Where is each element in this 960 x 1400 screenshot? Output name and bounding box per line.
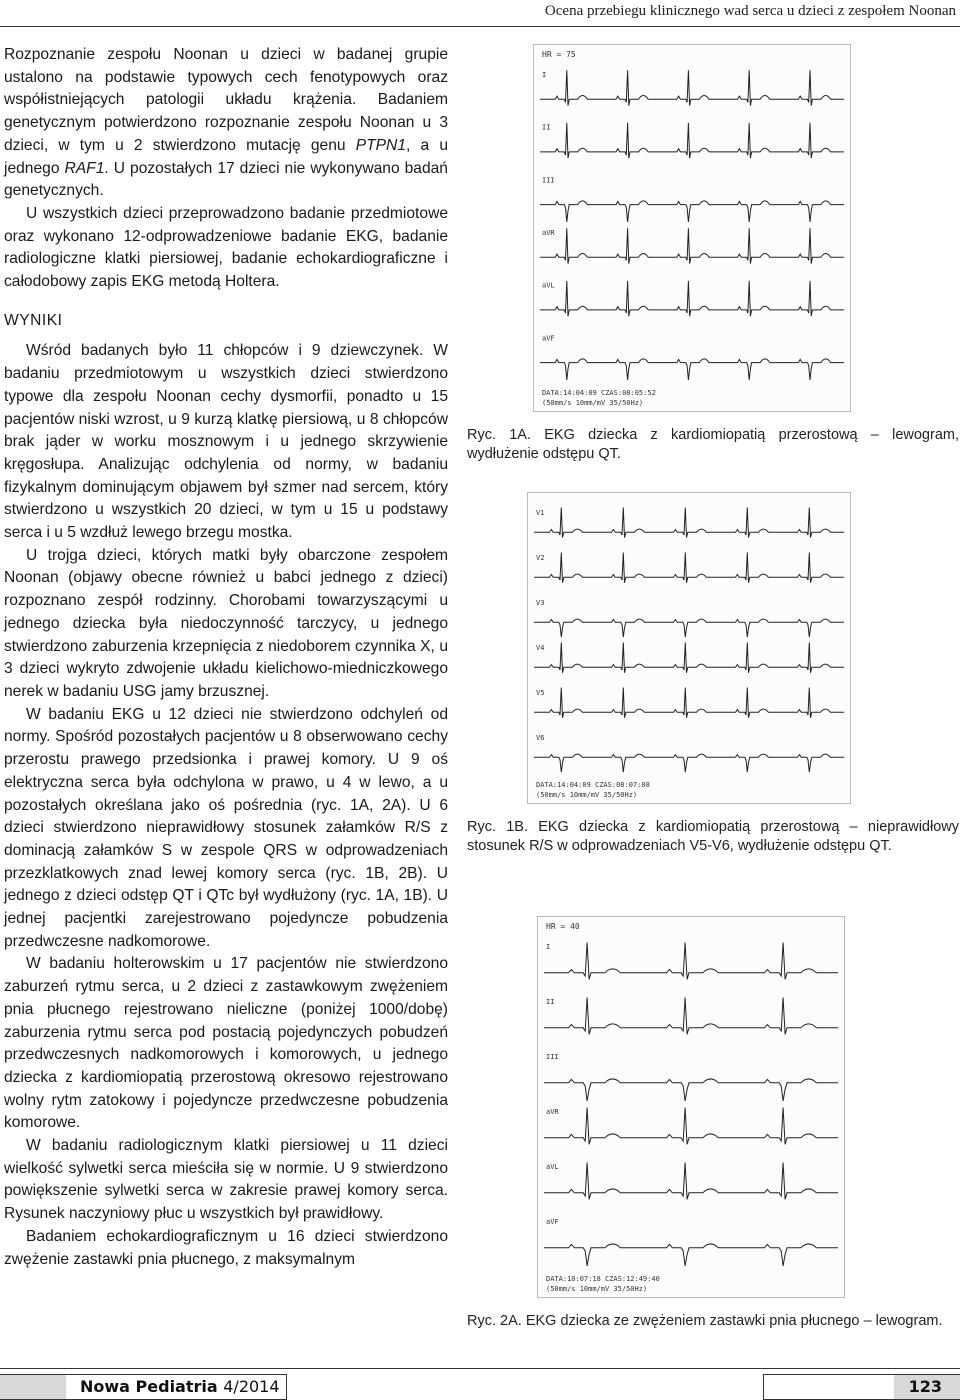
figure-1b [467, 492, 959, 856]
paragraph-results-xray: W badaniu radiologicznym klatki piersiowej u 11 dzieci wielkość sylwetki serca mieściła się w normie. U 9 stwierdzono powiększenie sylwetki serca w zakresie prawej komory serca. Rysunek naczyniowy płuc u wszystkich był prawidłowy. [4, 1137, 448, 1223]
paragraph-diagnosis: Rozpoznanie zespołu Noonan u dzieci w badanej grupie ustalono na podstawie typowych cech fenotypowych oraz współistniejących patologii układu krążenia. Badaniem genetycznym potwierdzono rozpoznanie zespołu Noonan u 3 dzieci, w tym u 2 stwierdzono mutację genu PTPN1, a u jednego RAF1. U pozostałych 17 dzieci nie wykonywano badań genetycznych. [4, 46, 449, 200]
ecg-trace-line [534, 688, 844, 718]
paragraph-methods: U wszystkich dzieci przeprowadzono badanie przedmiotowe oraz wykonano 12-odprowadzeniowe badanie EKG, badanie radiologiczne klatki piersiowej, badanie echokardiograficzne i całodobowy zapis EKG metodą Holtera. [4, 204, 448, 291]
gene-raf1: RAF1 [64, 159, 105, 177]
ecg-lead-label: V5 [536, 689, 545, 697]
ecg-trace-line [534, 508, 844, 538]
ecg-trace-line [540, 201, 844, 222]
ecg-image-2a [537, 916, 845, 1298]
ecg-lead-label: I [542, 71, 547, 79]
ecg-lead-label: V2 [536, 554, 545, 562]
journal-issue: 4/2014 [223, 1377, 280, 1396]
caption-1b: Ryc. 1B. EKG dziecka z kardiomiopatią przerostową – nieprawidłowy stosunek R/S w odprowadzeniach V5-V6, wydłużenie odstępu QT. [467, 819, 959, 854]
ecg-speed-text: (50mm/s 10mm/mV 35/50Hz) [546, 1285, 648, 1293]
ecg-lead-label: V6 [536, 734, 545, 742]
section-heading-results: WYNIKI [4, 311, 63, 329]
ecg-speed-text: (50mm/s 10mm/mV 35/50Hz) [542, 399, 644, 407]
ecg-lead-label: V3 [536, 599, 545, 607]
ecg-trace-line [544, 998, 838, 1035]
ecg-trace-line [544, 1163, 838, 1200]
ecg-lead-label: III [546, 1053, 559, 1061]
ecg-lead-label: aVL [542, 281, 555, 290]
ecg-lead-label: aVR [546, 1108, 559, 1116]
ecg-lead-label: aVR [542, 229, 555, 237]
ecg-trace-1a [534, 45, 850, 411]
caption-2a: Ryc. 2A. EKG dziecka ze zwężeniem zastawki pnia płucnego – lewogram. [467, 1313, 943, 1329]
article-text-column [4, 44, 448, 1271]
ecg-lead-label: II [542, 123, 551, 132]
paragraph-results-1: Wśród badanych było 11 chłopców i 9 dziewczynek. W badaniu przedmiotowym u wszystkich dzieci stwierdzono typowe dla zespołu Noonan cechy dysmorfii, ponadto u 15 pacjentów niski wzrost, u 9 kurzą klatkę piersiową, u 8 chłopców brak jąder w worku mosznowym i u jednego skrzywienie kręgosłupa. Analizując odchylenia od normy, w badaniu fizykalnym dominującym objawem był szmer nad sercem, który stwierdzono u wszystkich 20 dzieci, w tym u 15 u podstawy serca i u 5 wzdłuż lewego brzegu mostka. [4, 342, 448, 542]
footer-rule [0, 1368, 960, 1369]
running-title: Ocena przebiegu klinicznego wad serca u dzieci z zespołem Noonan [544, 3, 956, 19]
ecg-trace-line [540, 281, 844, 316]
footer-shade-left [0, 1375, 66, 1399]
paragraph-results-2: U trojga dzieci, których matki były obarczone zespołem Noonan (objawy obecne również u babci jednego z dzieci) rozpoznano zespół rodzinny. Chorobami towarzyszącymi u jednego dziecka była niedoczynność tarczycy, u jednego stwierdzono zaburzenia krzepnięcia z niedoborem czynnika X, u 3 dzieci wykryto zdwojenie układu kielichowo-miedniczkowego nerek w badaniu USG jamy brzusznej. [4, 546, 448, 700]
caption-1a: Ryc. 1A. EKG dziecka z kardiomiopatią przerostową – lewogram, wydłużenie odstępu QT. [467, 427, 959, 462]
ecg-lead-label: aVF [546, 1218, 559, 1226]
figure-1a [467, 44, 959, 464]
ecg-lead-label: aVL [546, 1163, 559, 1171]
ecg-trace-1b [528, 493, 850, 803]
ecg-trace-line [544, 1079, 838, 1101]
ecg-trace-line [534, 754, 844, 772]
ecg-lead-label: V1 [536, 509, 545, 517]
ecg-image-1b [527, 492, 851, 804]
ecg-footer-text: DATA:14:04:09 CZAS:08:07:08 [536, 781, 650, 789]
ecg-lead-label: III [542, 176, 555, 185]
ecg-trace-line [540, 228, 844, 263]
ecg-trace-line [540, 359, 844, 380]
ecg-lead-label: V4 [536, 644, 545, 652]
ecg-trace-2a [538, 917, 844, 1297]
ecg-header-text: HR = 40 [546, 922, 580, 931]
gene-ptpn1: PTPN1 [355, 136, 406, 154]
ecg-trace-line [544, 1244, 838, 1266]
ecg-trace-line [540, 123, 844, 158]
ecg-header-text: HR = 75 [542, 50, 576, 59]
footer-journal-box [0, 1374, 287, 1400]
ecg-lead-label: aVF [542, 334, 555, 343]
ecg-trace-line [534, 553, 844, 583]
ecg-trace-line [534, 619, 844, 637]
ecg-trace-line [544, 943, 838, 980]
figure-2a [467, 916, 959, 1331]
paragraph-results-ekg: W badaniu EKG u 12 dzieci nie stwierdzono odchyleń od normy. Spośród pozostałych pacjentów u 8 obserwowano cechy przerostu prawego przedsionka i prawej komory. U 9 oś elektryczna serca była odchylona w prawo, u 4 w lewo, a u pozostałych określana jako oś pośrednia (ryc. 1A, 2A). U 6 dzieci stwierdzono nieprawidłowy stosunek załamków R/S z dominacją załamków S w zespole QRS w odprowadzeniach przezklatkowych znad lewej komory serca (ryc. 1B, 2B). U jednego z dzieci odstęp QT i QTc był wydłużony (ryc. 1A, 1B). U jednej pacjentki zarejestrowano pojedyncze pobudzenia przedwczesne nadkomorowe. [4, 705, 448, 950]
header-rule [0, 26, 960, 27]
ecg-image-1a [533, 44, 851, 412]
ecg-trace-line [540, 70, 844, 105]
ecg-footer-text: DATA:14:04:09 CZAS:08:05:52 [542, 389, 656, 397]
ecg-footer-text: DATA:10:07:18 CZAS:12:49:40 [546, 1275, 660, 1283]
journal-name: Nowa Pediatria 4/2014 [80, 1377, 280, 1396]
ecg-trace-line [544, 1108, 838, 1145]
paragraph-results-holter: W badaniu holterowskim u 17 pacjentów nie stwierdzono zaburzeń rytmu serca, u 2 dzieci z zastawkowym zwężeniem pnia płucnego rejestrowano nieliczne (poniżej 1000/dobę) zaburzenia rytmu serca pod postacią pojedynczych pobudzeń przedwczesnych nadkomorowych i komorowych, u jednego dziecka z kardiomiopatią przerostową okresowo rejestrowano wolny rytm zatokowy i pojedyncze przedwczesne pobudzenia komorowe. [4, 955, 448, 1132]
ecg-lead-label: I [546, 943, 551, 951]
ecg-trace-line [534, 643, 844, 673]
ecg-lead-label: II [546, 998, 555, 1006]
footer-page-box [763, 1374, 960, 1400]
ecg-speed-text: (50mm/s 10mm/mV 35/50Hz) [536, 791, 638, 799]
paragraph-results-echo: Badaniem echokardiograficznym u 16 dzieci stwierdzono zwężenie zastawki pnia płucnego, z maksymalnym [4, 1227, 448, 1268]
page-number: 123 [908, 1377, 942, 1396]
